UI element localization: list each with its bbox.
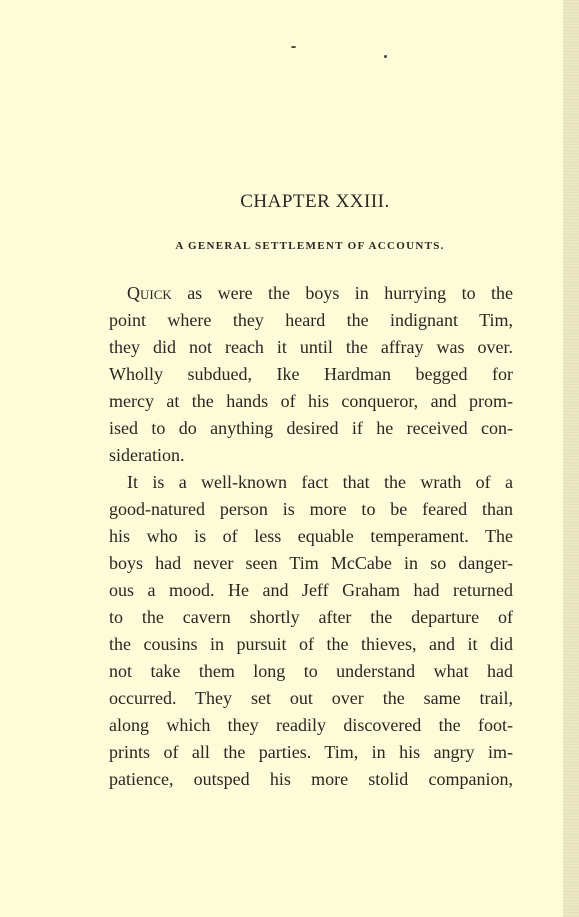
- body-text: [109, 280, 513, 793]
- text-line: good-natured person is more to be feared than: [109, 499, 513, 519]
- line-text: as were the boys in hurrying to the: [171, 283, 513, 303]
- page-edge-shading: [563, 0, 579, 917]
- chapter-title: CHAPTER XXIII.: [240, 191, 390, 212]
- paragraph-1: [109, 280, 513, 469]
- paragraph-2: [109, 469, 513, 793]
- text-line: point where they heard the indignant Tim,: [109, 310, 513, 330]
- text-line: sideration.: [109, 445, 185, 465]
- text-line: prints of all the parties. Tim, in his angry im-: [109, 742, 513, 762]
- text-line: the cousins in pursuit of the thieves, and it did: [109, 634, 513, 654]
- text-line: Wholly subdued, Ike Hardman begged for: [109, 364, 513, 384]
- text-line: ous a mood. He and Jeff Graham had returned: [109, 580, 513, 600]
- ink-speck: [291, 46, 296, 48]
- text-line: [109, 280, 513, 307]
- text-line: boys had never seen Tim McCabe in so danger-: [109, 553, 513, 573]
- text-line: patience, outsped his more stolid companion,: [109, 769, 513, 789]
- text-line: ised to do anything desired if he received con-: [109, 418, 513, 438]
- text-line: to the cavern shortly after the departure of: [109, 607, 513, 627]
- chapter-subtitle: A GENERAL SETTLEMENT OF ACCOUNTS.: [175, 240, 445, 252]
- text-line: mercy at the hands of his conqueror, and prom-: [109, 391, 513, 411]
- ink-speck: [384, 55, 387, 58]
- text-line: his who is of less equable temperament. The: [109, 526, 513, 546]
- text-line: It is a well-known fact that the wrath of a: [127, 472, 513, 492]
- text-line: along which they readily discovered the foot-: [109, 715, 513, 735]
- text-line: not take them long to understand what had: [109, 661, 513, 681]
- lead-word: Quick: [127, 283, 172, 303]
- text-line: they did not reach it until the affray was over.: [109, 337, 513, 357]
- text-line: occurred. They set out over the same trail,: [109, 688, 513, 708]
